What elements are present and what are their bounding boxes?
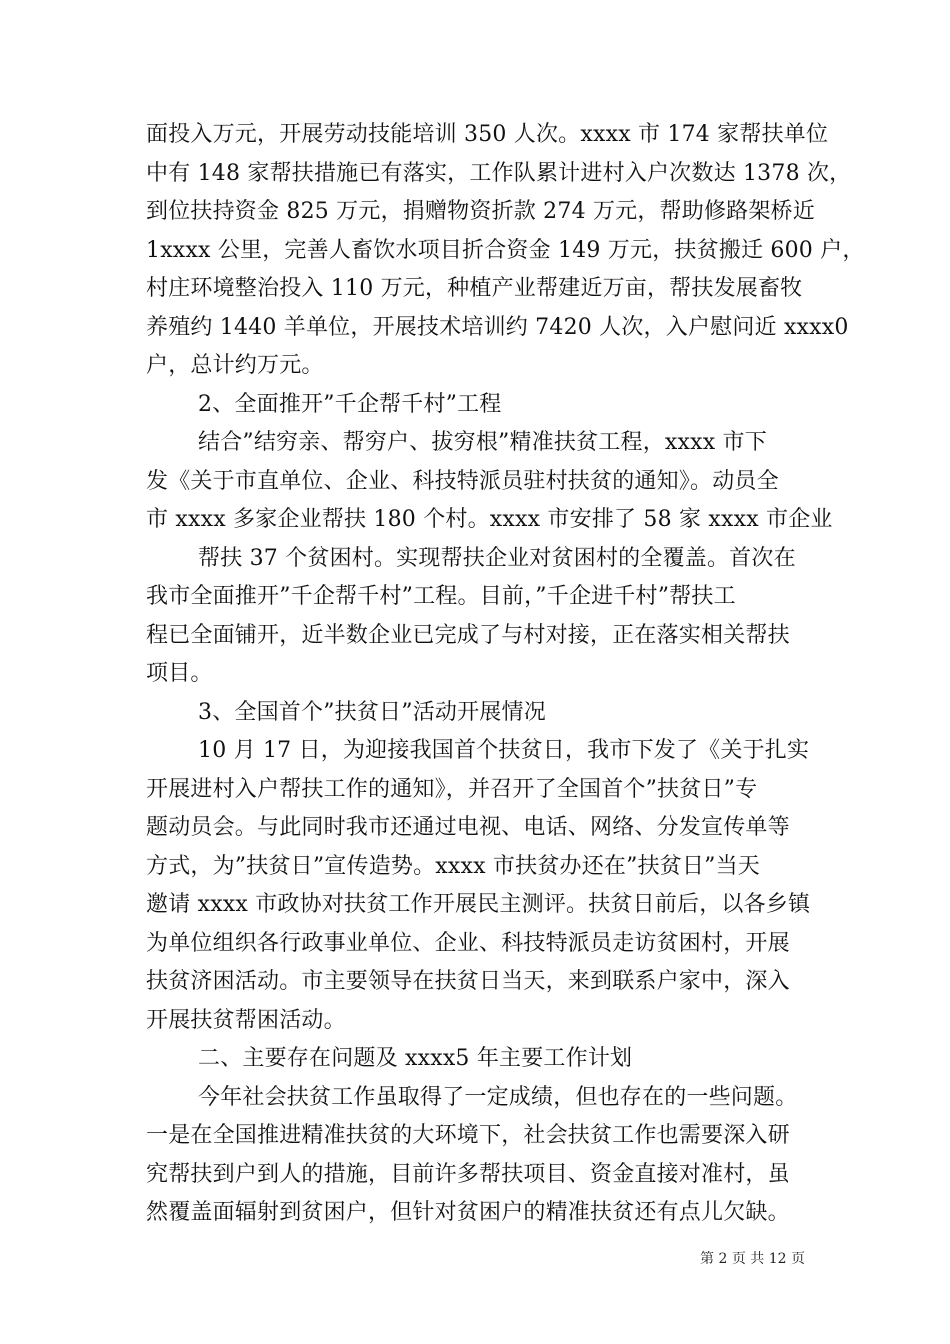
body-text-line: 养殖约 1440 羊单位，开展技术培训约 7420 人次，入户慰问近 xxxx0: [146, 314, 849, 340]
body-text-line: 开展扶贫帮困活动。: [146, 1007, 346, 1033]
body-text-line: 方式，为”扶贫日”宣传造势。xxxx 市扶贫办还在”扶贫日”当天: [146, 853, 761, 879]
body-text-line: 中有 148 家帮扶措施已有落实，工作队累计进村入户次数达 1378 次，: [146, 160, 852, 186]
body-text-line: 为单位组织各行政事业单位、企业、科技特派员走访贫困村，开展: [146, 930, 790, 956]
section-heading: 二、主要存在问题及 xxxx5 年主要工作计划: [198, 1046, 633, 1071]
body-text-line: 发《关于市直单位、企业、科技特派员驻村扶贫的通知》。动员全: [146, 468, 779, 494]
body-text-line: 我市全面推开”千企帮千村”工程。目前，”千企进千村”帮扶工: [146, 584, 736, 609]
body-text-line: 然覆盖面辐射到贫困户，但针对贫困户的精准扶贫还有点儿欠缺。: [146, 1200, 790, 1225]
body-text-line: 户，总计约万元。: [146, 353, 324, 378]
body-text-line: 10 月 17 日，为迎接我国首个扶贫日，我市下发了《关于扎实: [198, 738, 810, 763]
body-text-line: 1xxxx 公里，完善人畜饮水项目折合资金 149 万元，扶贫搬迁 600 户，: [146, 237, 865, 263]
page-number: 第 2 页 共 12 页: [700, 1251, 805, 1267]
section-heading: 2、全面推开”千企帮千村”工程: [198, 391, 502, 417]
section-heading: 3、全国首个”扶贫日”活动开展情况: [198, 699, 546, 725]
body-text-line: 到位扶持资金 825 万元，捐赠物资折款 274 万元，帮助修路架桥近: [146, 199, 815, 224]
body-text-line: 市 xxxx 多家企业帮扶 180 个村。xxxx 市安排了 58 家 xxxx 市企业: [146, 507, 833, 532]
document-body: [146, 116, 865, 1233]
body-text-line: 今年社会扶贫工作虽取得了一定成绩，但也存在的一些问题。: [198, 1084, 798, 1110]
body-text-line: 一是在全国推进精准扶贫的大环境下，社会扶贫工作也需要深入研: [146, 1123, 790, 1148]
body-text-line: 题动员会。与此同时我市还通过电视、电话、网络、分发宣传单等: [146, 815, 790, 840]
body-text-line: 项目。: [146, 661, 213, 686]
body-text-line: 村庄环境整治投入 110 万元，种植产业帮建近万亩，帮扶发展畜牧: [146, 276, 803, 301]
body-text-line: 程已全面铺开，近半数企业已完成了与村对接，正在落实相关帮扶: [146, 622, 790, 648]
body-text-line: 究帮扶到户到人的措施，目前许多帮扶项目、资金直接对准村，虽: [146, 1161, 790, 1187]
body-text-line: 面投入万元，开展劳动技能培训 350 人次。xxxx 市 174 家帮扶单位: [146, 122, 829, 147]
body-text-line: 结合”结穷亲、帮穷户、拔穷根”精准扶贫工程，xxxx 市下: [198, 430, 767, 455]
body-text-line: 邀请 xxxx 市政协对扶贫工作开展民主测评。扶贫日前后，以各乡镇: [146, 892, 811, 917]
body-text-line: 开展进村入户帮扶工作的通知》，并召开了全国首个”扶贫日”专: [146, 776, 758, 802]
body-text-line: 帮扶 37 个贫困村。实现帮扶企业对贫困村的全覆盖。首次在: [198, 545, 796, 571]
body-text-line: 扶贫济困活动。市主要领导在扶贫日当天，来到联系户家中，深入: [146, 969, 790, 994]
